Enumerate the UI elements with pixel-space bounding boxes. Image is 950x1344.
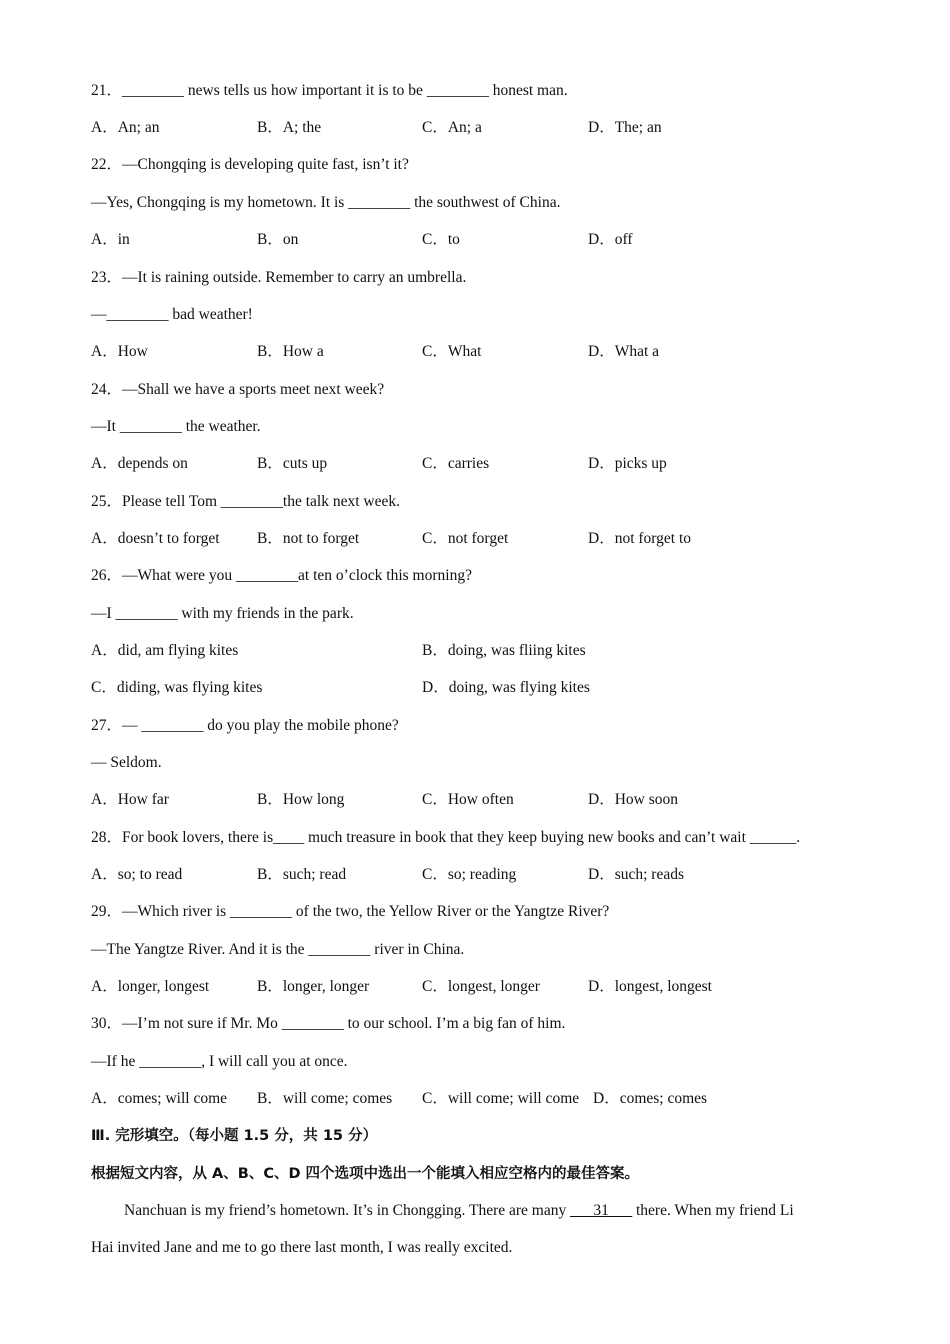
question-22-option-c: C．to	[422, 231, 460, 248]
question-23-option-c: C．What	[422, 343, 482, 360]
question-21-option-c: C．An; a	[422, 119, 482, 136]
question-24-option-c: C．carries	[422, 455, 490, 472]
question-26-option-a: A．did, am flying kites	[91, 642, 239, 659]
question-22-option-d: D．off	[588, 231, 633, 248]
question-23-option-d: D．What a	[588, 343, 660, 360]
question-30-option-b: B．will come; comes	[257, 1090, 393, 1107]
section-instruction: 根据短文内容，从 A、B、C、D 四个选项中选出一个能填入相应空格内的最佳答案。	[91, 1166, 640, 1182]
question-25-stem: 25．Please tell Tom ________the talk next week.	[91, 493, 401, 510]
question-29-option-a: A．longer, longest	[91, 978, 210, 995]
question-25-option-a: A．doesn’t to forget	[91, 530, 220, 547]
question-29-stem-2: —The Yangtze River. And it is the ________ river in China.	[91, 941, 465, 958]
question-24-option-a: A．depends on	[91, 455, 188, 472]
question-23-option-b: B．How a	[257, 343, 324, 360]
question-27-option-d: D．How soon	[588, 791, 678, 808]
question-28-option-d: D．such; reads	[588, 866, 684, 883]
question-25-option-c: C．not forget	[422, 530, 509, 547]
question-25-option-b: B．not to forget	[257, 530, 360, 547]
question-23-stem: 23．—It is raining outside. Remember to carry an umbrella.	[91, 269, 467, 286]
question-30-stem-2: —If he ________, I will call you at once.	[91, 1053, 348, 1070]
question-23-option-a: A．How	[91, 343, 148, 360]
question-26-stem-2: —I ________ with my friends in the park.	[91, 605, 354, 622]
question-27-option-b: B．How long	[257, 791, 345, 808]
question-22-option-a: A．in	[91, 231, 130, 248]
question-29-stem: 29．—Which river is ________ of the two, the Yellow River or the Yangtze River?	[91, 903, 610, 920]
passage-line-2: Hai invited Jane and me to go there last month, I was really excited.	[91, 1239, 513, 1256]
question-30-stem: 30．—I’m not sure if Mr. Mo ________ to our school. I’m a big fan of him.	[91, 1015, 566, 1032]
question-25-option-d: D．not forget to	[588, 530, 692, 547]
question-21-option-d: D．The; an	[588, 119, 662, 136]
question-29-option-d: D．longest, longest	[588, 978, 712, 995]
question-21-stem: 21．________ news tells us how important it is to be ________ honest man.	[91, 82, 568, 99]
question-22-option-b: B．on	[257, 231, 299, 248]
question-29-option-c: C．longest, longer	[422, 978, 540, 995]
section-title: Ⅲ. 完形填空。（每小题 1.5 分，共 15 分）	[91, 1128, 378, 1144]
question-21-option-a: A．An; an	[91, 119, 160, 136]
question-27-stem: 27．— ________ do you play the mobile phone?	[91, 717, 399, 734]
question-29-option-b: B．longer, longer	[257, 978, 370, 995]
question-27-option-a: A．How far	[91, 791, 169, 808]
question-24-stem-2: —It ________ the weather.	[91, 418, 261, 435]
passage-text-before-blank: Nanchuan is my friend’s hometown. It’s in Chongging. There are many	[124, 1202, 571, 1219]
question-23-stem-2: —________ bad weather!	[91, 306, 253, 323]
question-24-option-b: B．cuts up	[257, 455, 328, 472]
question-27-stem-2: — Seldom.	[91, 754, 162, 771]
question-28-option-c: C．so; reading	[422, 866, 517, 883]
question-22-stem-2: —Yes, Chongqing is my hometown. It is ________ the southwest of China.	[91, 194, 561, 211]
passage-text-after-blank: there. When my friend Li	[632, 1202, 794, 1219]
passage-line-1	[124, 1201, 794, 1221]
question-22-stem: 22．—Chongqing is developing quite fast, isn’t it?	[91, 156, 409, 173]
question-28-stem: 28．For book lovers, there is____ much treasure in book that they keep buying new books and can’t wait ______.	[91, 829, 801, 846]
question-24-stem: 24．—Shall we have a sports meet next week?	[91, 381, 385, 398]
question-27-option-c: C．How often	[422, 791, 514, 808]
question-28-option-b: B．such; read	[257, 866, 347, 883]
question-26-stem: 26．—What were you ________at ten o’clock this morning?	[91, 567, 472, 584]
question-30-option-d: D．comes; comes	[593, 1090, 708, 1107]
question-21-option-b: B．A; the	[257, 119, 322, 136]
question-26-option-b: B．doing, was fliing kites	[422, 642, 586, 659]
question-30-option-a: A．comes; will come	[91, 1090, 228, 1107]
question-26-option-d: D．doing, was flying kites	[422, 679, 590, 696]
question-24-option-d: D．picks up	[588, 455, 667, 472]
question-28-option-a: A．so; to read	[91, 866, 183, 883]
question-30-option-c: C．will come; will come	[422, 1090, 580, 1107]
blank-31: ___31___	[570, 1202, 633, 1219]
question-26-option-c: C．diding, was flying kites	[91, 679, 263, 696]
